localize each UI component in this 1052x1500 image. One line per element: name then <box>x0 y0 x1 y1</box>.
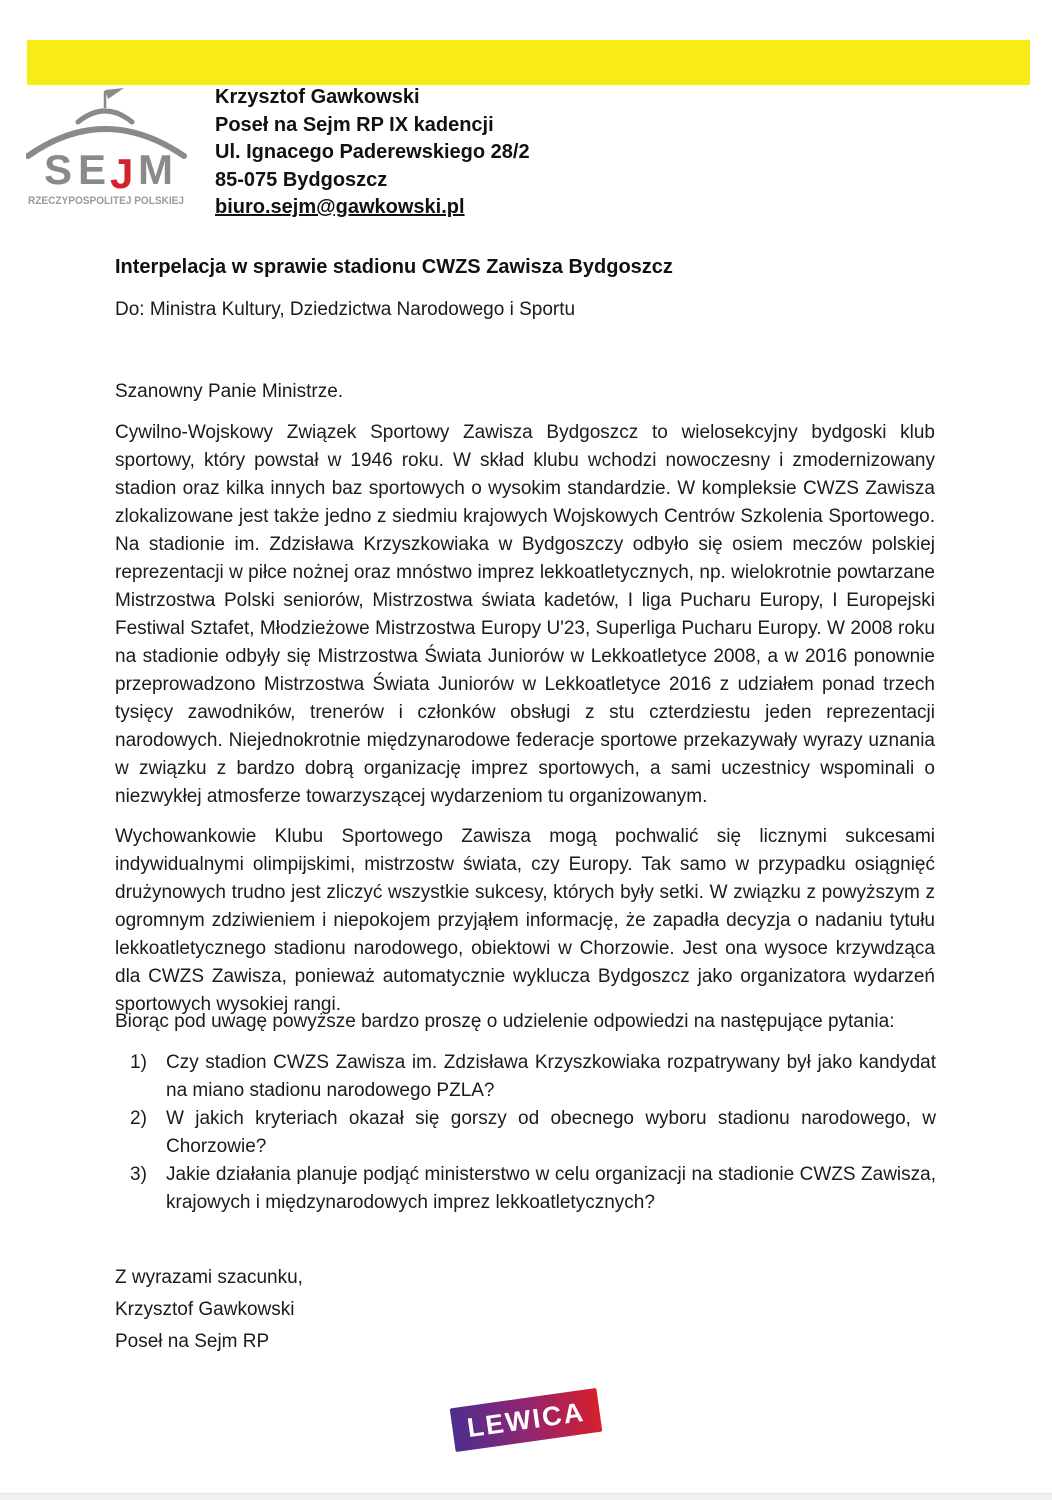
lewica-logo-text: LEWICA <box>465 1396 587 1443</box>
sejm-building-icon <box>26 88 188 208</box>
sender-email: biuro.sejm@gawkowski.pl <box>215 196 465 218</box>
sender-city: 85-075 Bydgoszcz <box>215 168 388 191</box>
sejm-logo <box>26 88 188 208</box>
letter-salutation: Szanowny Panie Ministrze. <box>115 381 344 402</box>
question-item <box>130 1161 936 1217</box>
questions-list <box>130 1049 936 1217</box>
sender-contact-block <box>215 84 530 222</box>
letter-title: Interpelacja w sprawie stadionu CWZS Zawisza Bydgoszcz <box>115 256 673 278</box>
sejm-letter-e: E <box>78 146 107 193</box>
closing-name: Krzysztof Gawkowski <box>115 1299 295 1320</box>
question-number: 2) <box>130 1108 147 1129</box>
sender-name: Krzysztof Gawkowski <box>215 86 420 108</box>
question-text: Jakie działania planuje podjąć ministerstwo w celu organizacji na stadionie CWZS Zawisza, krajowych i międzynarodowych imprez lekkoatletycznych? <box>166 1164 936 1213</box>
questions-intro: Biorąc pod uwagę powyższe bardzo proszę o udzielenie odpowiedzi na następujące pytania: <box>115 1011 895 1032</box>
page-bottom-edge <box>0 1493 1052 1500</box>
closing-salutation: Z wyrazami szacunku, <box>115 1267 303 1288</box>
sejm-letter-j-red: J <box>110 150 134 197</box>
question-number: 3) <box>130 1164 147 1185</box>
sejm-letter-s: S <box>44 146 73 193</box>
question-text: Czy stadion CWZS Zawisza im. Zdzisława Krzyszkowiaka rozpatrywany był jako kandydat na miano stadionu narodowego PZLA? <box>166 1052 936 1101</box>
closing-block <box>115 1262 303 1358</box>
paragraph-concern: Wychowankowie Klubu Sportowego Zawisza mogą pochwalić się licznymi sukcesami indywidualnymi olimpijskimi, mistrzostw świata, czy Europy. Tak samo w przypadku osiągnięć drużynowych trudno jest zliczyć wszystkie sukcesy, których były setki. W związku z powyższym z ogromnym zdziwieniem i niepokojem przyjąłem informację, że zapadła decyzja o nadaniu tytułu lekkoatletycznego stadionu narodowego, obiektowi w Chorzowie. Jest ona wysoce krzywdząca dla CWZS Zawisza, ponieważ automatycznie wyklucza Bydgoszcz jako organizatora wydarzeń sportowych wysokiej rangi. <box>115 826 935 1015</box>
sender-street: Ul. Ignacego Paderewskiego 28/2 <box>215 141 530 163</box>
question-text: W jakich kryteriach okazał się gorszy od obecnego wyboru stadionu narodowego, w Chorzowie? <box>166 1108 936 1157</box>
question-item <box>130 1049 936 1105</box>
letter-recipient: Do: Ministra Kultury, Dziedzictwa Narodowego i Sportu <box>115 299 576 320</box>
paragraph-club-history: Cywilno-Wojskowy Związek Sportowy Zawisza Bydgoszcz to wielosekcyjny bydgoski klub sportowy, który powstał w 1946 roku. W skład klubu wchodzi nowoczesny i zmodernizowany stadion oraz kilka innych baz sportowych o wysokim standardzie. W kompleksie CWZS Zawisza zlokalizowane jest także jedno z siedmiu krajowych Wojskowych Centrów Szkolenia Sportowego. Na stadionie im. Zdzisława Krzyszkowiaka w Bydgoszczy odbyło się osiem meczów polskiej reprezentacji w piłce nożnej oraz mnóstwo imprez lekkoatletycznych, np. wielokrotnie powtarzane Mistrzostwa Polski seniorów, Mistrzostwa świata kadetów, I liga Pucharu Europy, I Europejski Festiwal Sztafet, Młodzieżowe Mistrzostwa Europy U'23, Superliga Pucharu Europy. W 2008 roku na stadionie odbyły się Mistrzostwa Świata Juniorów w Lekkoatletyce 2008, a w 2016 ponownie przeprowadzono Mistrzostwa Świata Juniorów w Lekkoatletyce 2016 z udziałem ponad trzech tysięcy zawodników, trenerów i członków obsługi z stu czterdziestu jeden reprezentacji narodowych. Niejednokrotnie międzynarodowe federacje sportowe przekazywały wyrazy uznania w związku z bardzo dobrą organizację imprez sportowych, a sami uczestnicy wspominali o niezwykłej atmosferze towarzyszącej wydarzeniom tu organizowanym. <box>115 422 935 807</box>
lewica-logo <box>450 1388 603 1452</box>
yellow-accent-bar <box>27 40 1030 85</box>
sejm-letter-m: M <box>138 146 173 193</box>
question-number: 1) <box>130 1052 147 1073</box>
sejm-logo-subtitle: RZECZYPOSPOLITEJ POLSKIEJ <box>28 195 184 207</box>
question-item <box>130 1105 936 1161</box>
closing-role: Poseł na Sejm RP <box>115 1331 270 1352</box>
sender-role: Poseł na Sejm RP IX kadencji <box>215 113 494 136</box>
